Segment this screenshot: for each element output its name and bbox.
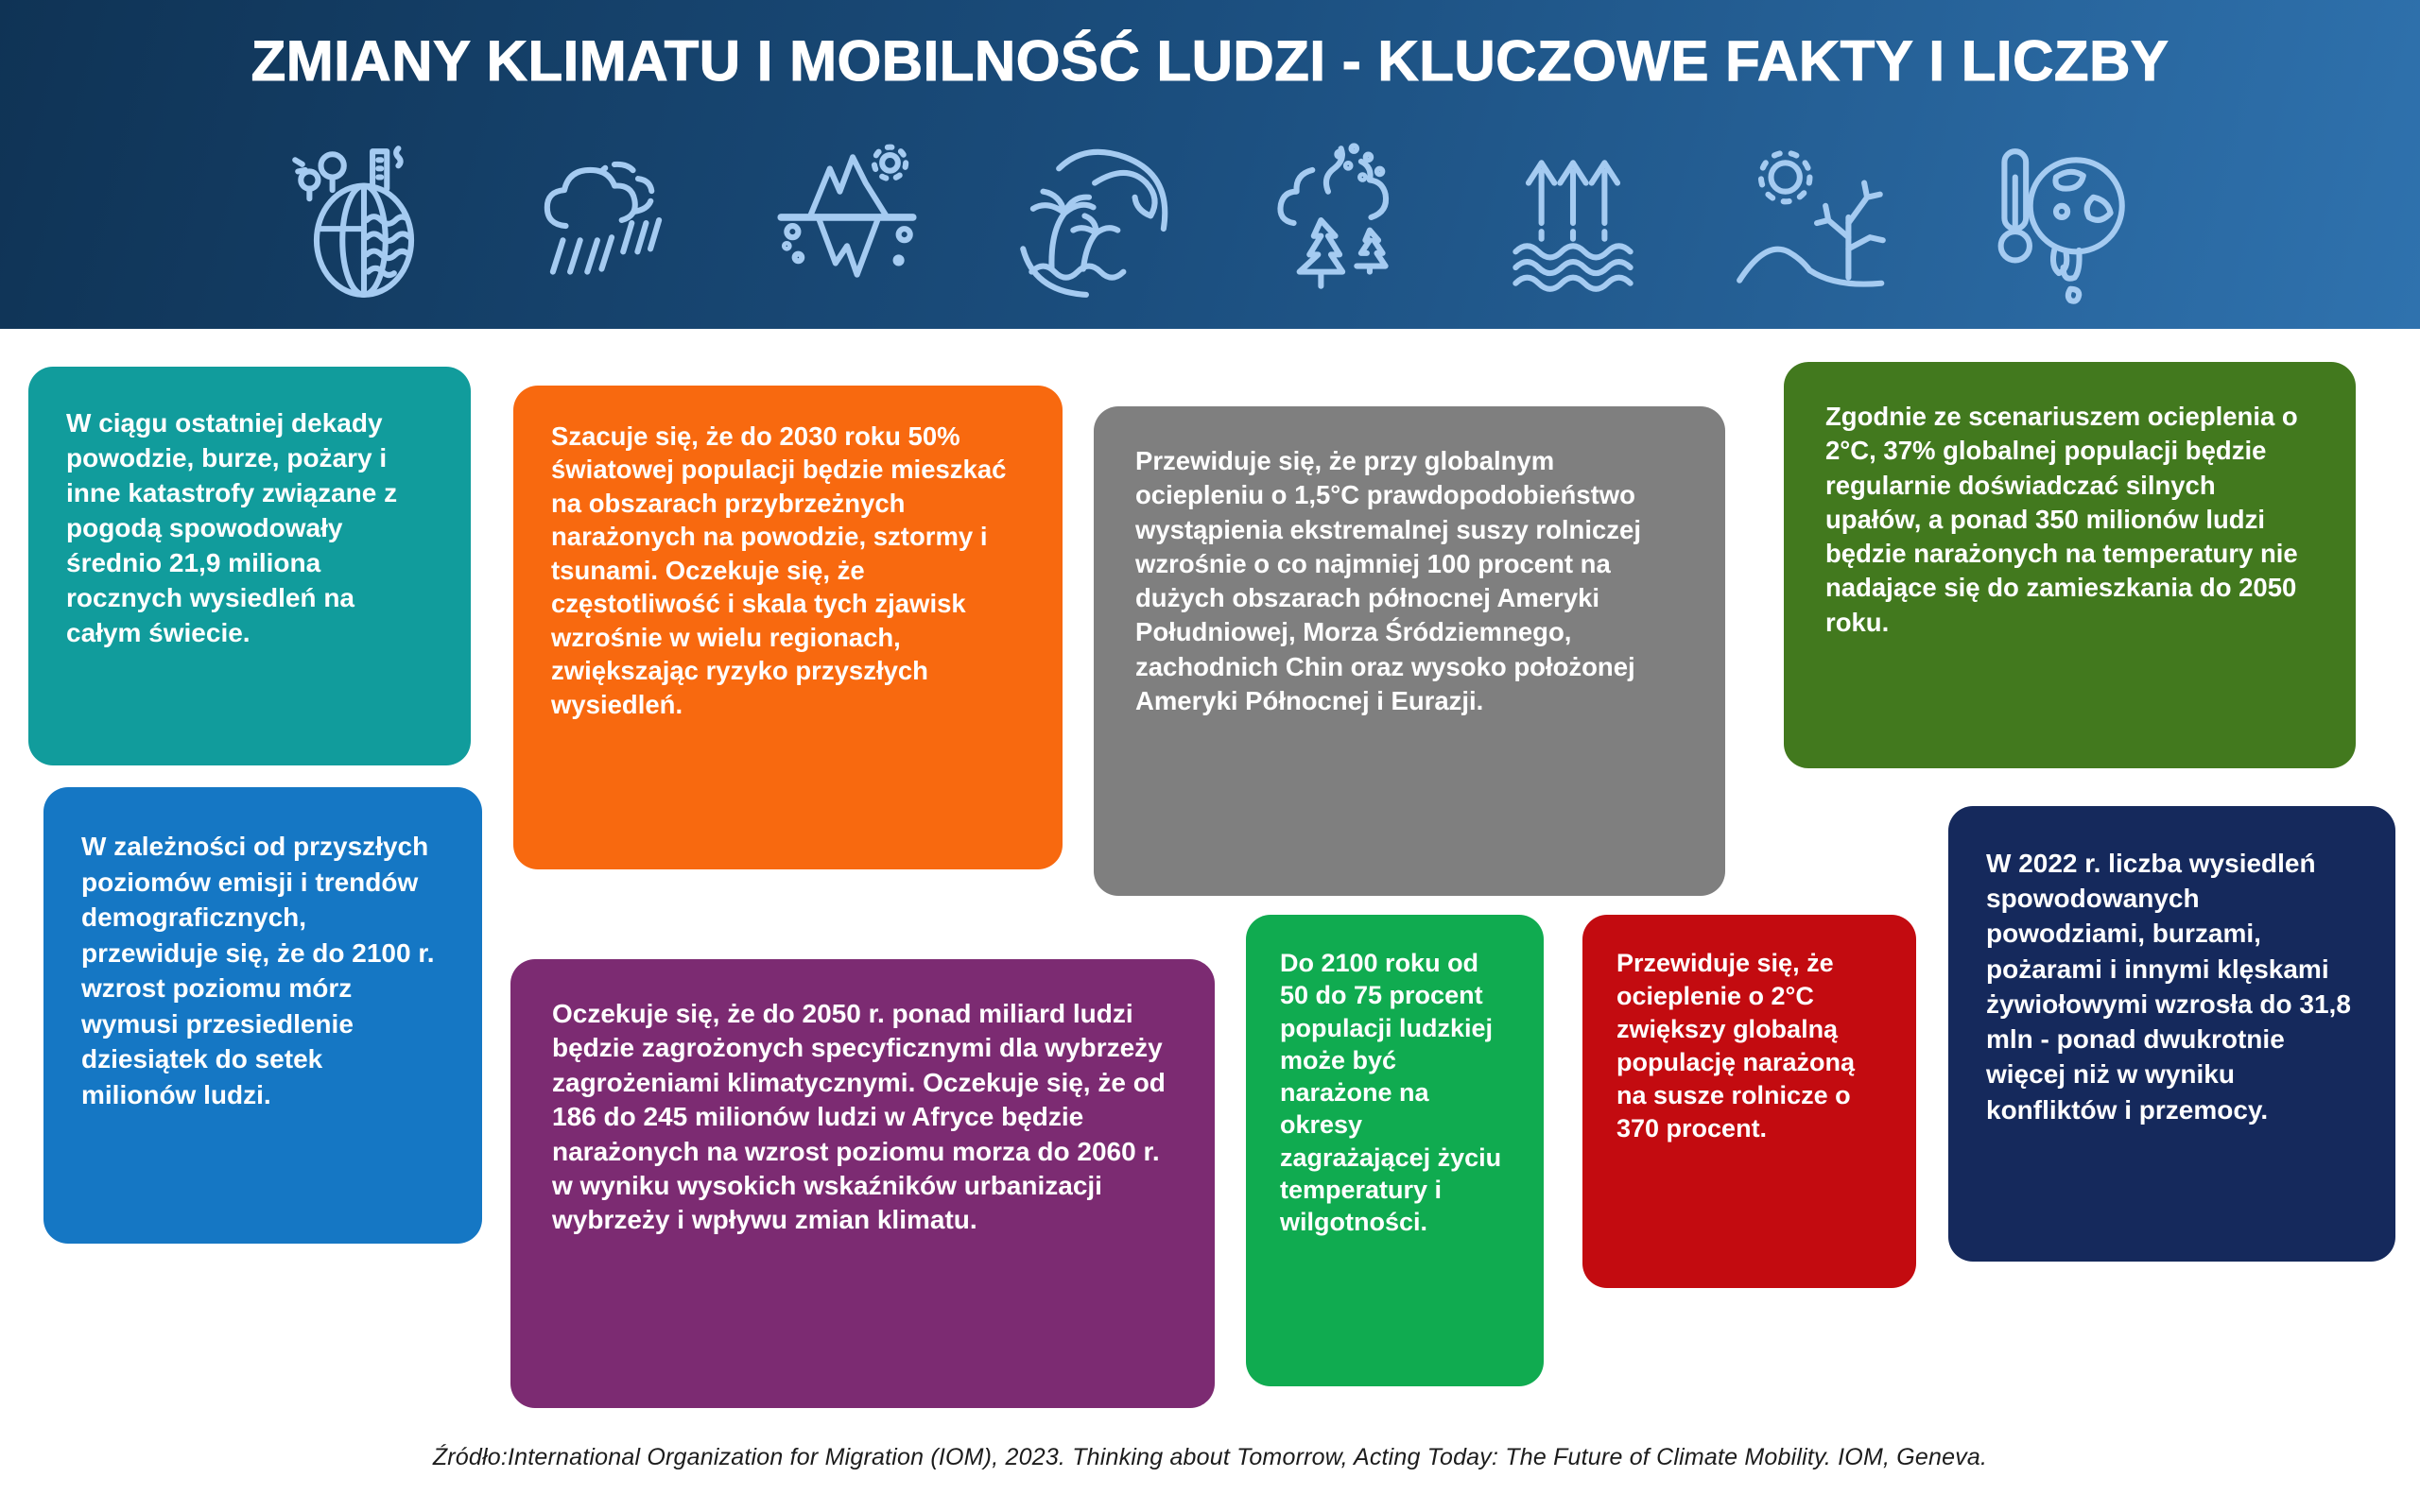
fact-text: Zgodnie ze scenariuszem ocieplenia o 2°C, 37% globalnej populacji będzie regularnie doświadczać silnych upałów, a ponad 350 milionów ludzi będzie narażonych na temperatury nie nadające się do zamieszkania do 2050 roku. [1825, 402, 2298, 637]
forest-fire-icon [1236, 130, 1426, 310]
fact-text: Przewiduje się, że ocieplenie o 2°C zwiększy globalną populację narażoną na susze rolnicze o 370 procent. [1616, 949, 1856, 1143]
tsunami-palms-icon [994, 130, 1184, 310]
climate-icons-row [269, 130, 2151, 310]
fact-text: W zależności od przyszłych poziomów emisji i trendów demograficznych, przewiduje się, że do 2100 r. wzrost poziomu mórz wymusi przesiedlenie dziesiątek do setek milionów ludzi. [81, 832, 435, 1109]
fact-card-humidity-2100 [1246, 915, 1544, 1386]
fact-text: Przewiduje się, że przy globalnym ociepleniu o 1,5°C prawdopodobieństwo wystąpienia ekstremalnej suszy rolniczej wzrośnie o co najmniej 100 procent na dużych obszarach północnej Ameryki Południowej, Morza Śródziemnego, zachodnich Chin oraz wysoko położonej Ameryki Północnej i Eurazji. [1135, 446, 1641, 716]
fact-card-coastal-2030 [513, 386, 1063, 869]
rain-clouds-icon [511, 130, 700, 310]
page-title: ZMIANY KLIMATU I MOBILNOŚĆ LUDZI - KLUCZOWE FAKTY I LICZBY [251, 29, 2169, 93]
fact-card-coastal-hazards-2050 [510, 959, 1215, 1408]
melting-globe-icon [1962, 130, 2151, 310]
fact-text: Do 2100 roku od 50 do 75 procent populacji ludzkiej może być narażone na okresy zagrażającej życiu temperatury i wilgotności. [1280, 949, 1502, 1237]
fact-card-heat-2C-2050 [1784, 362, 2356, 768]
fact-text: W 2022 r. liczba wysiedleń spowodowanych powodziami, burzami, pożarami i innymi klęskami żywiołowymi wzrosła do 31,8 mln - ponad dwukrotnie więcej niż w wyniku konfliktów i przemocy. [1986, 849, 2351, 1125]
fact-text: Szacuje się, że do 2030 roku 50% światowej populacji będzie mieszkać na obszarach przybrzeżnych narażonych na powodzie, sztormy i tsunami. Oczekuje się, że częstotliwość i skala tych zjawisk wzrośnie w wielu regionach, zwiększając ryzyko przyszłych wysiedleń. [551, 421, 1007, 719]
fact-card-decade-displacements [28, 367, 471, 765]
header-band [0, 0, 2420, 329]
iceberg-icon [752, 130, 942, 310]
flooded-globe-icon [269, 130, 458, 310]
fact-text: W ciągu ostatniej dekady powodzie, burze, pożary i inne katastrofy związane z pogodą spowodowały średnio 21,9 miliona rocznych wysiedleń na całym świecie. [66, 408, 398, 647]
fact-card-drought-1-5C [1094, 406, 1725, 896]
source-citation: Źródło:International Organization for Migration (IOM), 2023. Thinking about Tomorrow, Acting Today: The Future of Climate Mobility. IOM, Geneva. [432, 1444, 1988, 1470]
fact-card-agri-drought-370 [1582, 915, 1916, 1288]
fact-card-displacements-2022 [1948, 806, 2395, 1262]
fact-text: Oczekuje się, że do 2050 r. ponad miliard ludzi będzie zagrożonych specyficznymi dla wybrzeży zagrożeniami klimatycznymi. Oczekuje się, że od 186 do 245 milionów ludzi w Afryce będzie narażonych na wzrost poziomu morza do 2060 r. w wyniku wysokich wskaźników urbanizacji wybrzeży i wpływu zmian klimatu. [552, 999, 1166, 1235]
drought-icon [1720, 130, 1909, 310]
evaporation-icon [1478, 130, 1668, 310]
fact-card-sea-level-2100 [43, 787, 482, 1244]
